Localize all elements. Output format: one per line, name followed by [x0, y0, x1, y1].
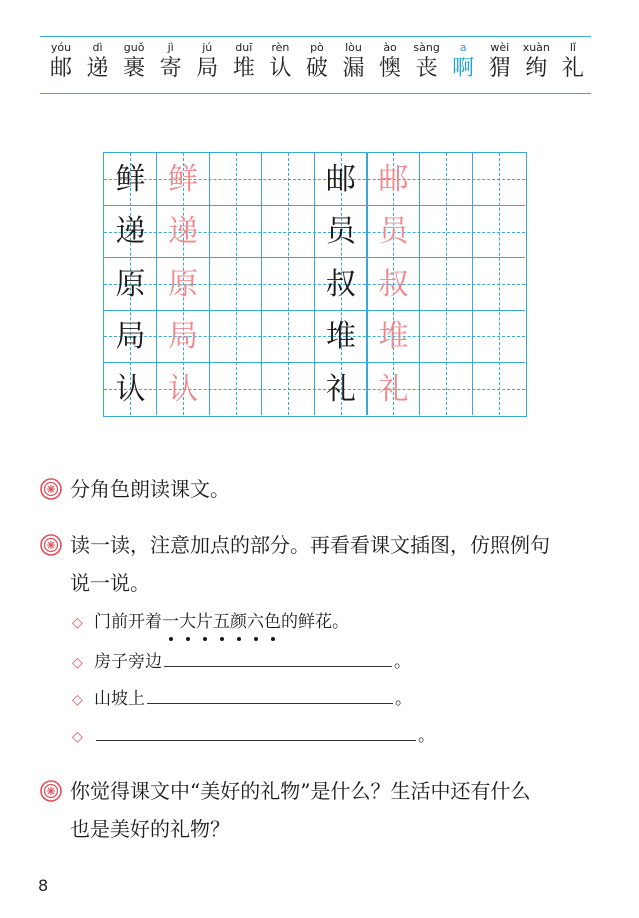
exercise-2-text — [70, 526, 600, 602]
trace-character: 叔 — [378, 266, 409, 302]
fill-blank-3 — [72, 722, 435, 748]
vocab-pinyin: a — [459, 41, 467, 54]
answer-blank-2[interactable] — [147, 685, 393, 704]
blank-2-prefix: 山坡上 — [94, 689, 145, 709]
diamond-bullet-icon: ◇ — [72, 692, 83, 708]
dotted-character: 一 — [162, 609, 179, 635]
vocab-pinyin: pò — [310, 41, 324, 54]
vocab-item — [410, 40, 444, 84]
vocab-hanzi: 绚 — [525, 56, 548, 81]
vocab-item — [483, 40, 517, 84]
blank-1-period: 。 — [394, 652, 411, 672]
vocab-pinyin: lǐ — [569, 41, 576, 54]
model-character: 鲜 — [115, 162, 146, 197]
model-character: 员 — [325, 214, 356, 250]
exercise-3 — [40, 772, 600, 848]
vocab-hanzi: 丧 — [415, 56, 438, 81]
vocab-item — [300, 40, 334, 84]
writing-grid — [103, 152, 527, 417]
model-character: 认 — [115, 371, 146, 407]
vocab-item — [446, 40, 480, 84]
vocab-hanzi: 礼 — [561, 56, 584, 81]
vocab-item — [263, 40, 297, 84]
trace-character: 鲜 — [168, 162, 199, 197]
dotted-character: 颜 — [230, 609, 247, 635]
vocabulary-row — [44, 40, 590, 84]
vocab-pinyin: ào — [383, 41, 397, 54]
vocab-hanzi: 邮 — [49, 56, 72, 81]
exercise-3-line-1: 你觉得课文中“美好的礼物”是什么？生活中还有什么 — [70, 779, 531, 803]
trace-character: 礼 — [378, 371, 409, 407]
vocab-hanzi: 漏 — [342, 56, 365, 81]
answer-blank-1[interactable] — [164, 648, 392, 667]
vocab-pinyin: jì — [167, 41, 174, 54]
vocab-hanzi: 懊 — [379, 56, 402, 81]
vocab-hanzi: 认 — [269, 56, 292, 81]
vocab-hanzi: 堆 — [232, 56, 255, 81]
example-before: 门前开着 — [94, 612, 162, 632]
dotted-phrase — [162, 612, 281, 632]
exercise-1-text: 分角色朗读课文。 — [70, 477, 230, 501]
model-character: 堆 — [325, 319, 356, 355]
diamond-bullet-icon: ◇ — [72, 615, 83, 631]
answer-blank-3[interactable] — [96, 722, 416, 741]
vocab-hanzi: 裹 — [123, 56, 146, 81]
fill-blank-2 — [72, 685, 412, 711]
vocab-pinyin: lòu — [345, 41, 362, 54]
vocab-item — [373, 40, 407, 84]
vocab-bottom-rule — [40, 93, 591, 94]
vocab-item — [556, 40, 590, 84]
trace-character: 原 — [168, 266, 199, 302]
vocab-item — [519, 40, 553, 84]
dotted-character: 五 — [213, 609, 230, 635]
seal-bullet-icon — [40, 534, 62, 556]
diamond-bullet-icon: ◇ — [72, 655, 83, 671]
vocab-hanzi: 破 — [305, 56, 328, 81]
vocab-hanzi: 递 — [86, 56, 109, 81]
diamond-bullet-icon: ◇ — [72, 729, 83, 745]
vocab-item — [337, 40, 371, 84]
example-sentence — [72, 609, 349, 635]
model-character: 递 — [115, 214, 146, 250]
seal-bullet-icon — [40, 478, 62, 500]
vocab-hanzi: 啊 — [452, 56, 475, 81]
trace-character: 局 — [168, 319, 199, 355]
exercise-1 — [40, 470, 600, 508]
vocab-hanzi: 猬 — [488, 56, 511, 81]
model-character: 叔 — [325, 266, 356, 302]
vocab-pinyin: sàng — [413, 41, 440, 54]
vocab-pinyin: xuàn — [522, 41, 550, 54]
vocab-item — [154, 40, 188, 84]
vocab-item — [117, 40, 151, 84]
blank-2-period: 。 — [395, 689, 412, 709]
vocab-pinyin: rèn — [271, 41, 290, 54]
seal-bullet-icon — [40, 780, 62, 802]
vocab-pinyin: jú — [202, 41, 213, 54]
trace-character: 堆 — [378, 319, 409, 355]
dotted-character: 大 — [179, 609, 196, 635]
trace-character: 邮 — [378, 162, 409, 197]
dotted-character: 片 — [196, 609, 213, 635]
exercise-2-line-2: 说一说。 — [70, 571, 150, 595]
dotted-character: 六 — [247, 609, 264, 635]
vocab-pinyin: dì — [92, 41, 103, 54]
exercise-3-text — [70, 772, 600, 848]
vocab-hanzi: 局 — [196, 56, 219, 81]
exercise-2-line-1: 读一读，注意加点的部分。再看看课文插图，仿照例句 — [70, 533, 550, 557]
trace-character: 员 — [378, 214, 409, 250]
example-after: 的鲜花。 — [281, 612, 349, 632]
exercise-2 — [40, 526, 600, 602]
vocab-pinyin: yóu — [50, 41, 72, 54]
vocab-item — [227, 40, 261, 84]
vocab-item — [81, 40, 115, 84]
vocab-pinyin: guǒ — [123, 41, 145, 54]
model-character: 礼 — [325, 371, 356, 407]
exercise-3-line-2: 也是美好的礼物？ — [70, 817, 230, 841]
vocab-pinyin: duī — [235, 41, 253, 54]
dotted-character: 色 — [264, 609, 281, 635]
vocab-hanzi: 寄 — [159, 56, 182, 81]
vocab-pinyin: wèi — [490, 41, 510, 54]
fill-blank-1 — [72, 648, 411, 674]
top-rule — [40, 36, 591, 37]
trace-character: 递 — [168, 214, 199, 250]
vocab-item — [190, 40, 224, 84]
trace-character: 认 — [168, 371, 199, 407]
model-character: 原 — [115, 266, 146, 302]
blank-1-prefix: 房子旁边 — [94, 652, 162, 672]
model-character: 邮 — [325, 162, 356, 197]
model-character: 局 — [115, 319, 146, 355]
vocab-item — [44, 40, 78, 84]
blank-3-period: 。 — [418, 726, 435, 746]
page-number: 8 — [38, 876, 49, 895]
